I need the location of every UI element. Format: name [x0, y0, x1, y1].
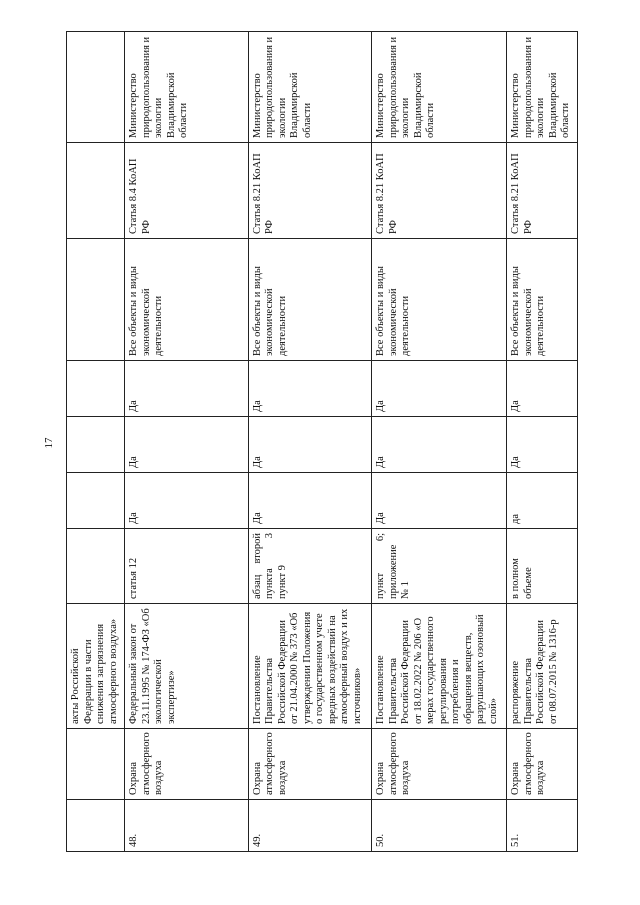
- cell-empty: [67, 32, 125, 143]
- liability-cell: Статья 8.21 КоАП РФ: [507, 143, 578, 239]
- authority-cell: Министерство природопользования и экологии Владимирской области: [248, 32, 372, 143]
- cell-empty: [67, 729, 125, 800]
- authority-cell: Министерство природопользования и экологии Владимирской области: [125, 32, 249, 143]
- flag-cell-1: Да: [248, 473, 372, 529]
- cell-empty: [67, 361, 125, 417]
- flag-cell-2: Да: [248, 417, 372, 473]
- provision-cell: статья 12: [125, 529, 249, 604]
- table-row: [248, 32, 372, 852]
- cell-empty: [67, 417, 125, 473]
- authority-cell: Министерство природопользования и экологии Владимирской области: [507, 32, 578, 143]
- cell-empty: [67, 800, 125, 852]
- subjects-cell: Все объекты и виды экономической деятельности: [372, 239, 507, 361]
- provision-cell: абзац второй пункта 3 пункт 9: [248, 529, 372, 604]
- row-number: 49.: [248, 800, 372, 852]
- table-row: [125, 32, 249, 852]
- area-cell: Охрана атмосферного воздуха: [125, 729, 249, 800]
- area-cell: Охрана атмосферного воздуха: [372, 729, 507, 800]
- provision-cell: в полном объеме: [507, 529, 578, 604]
- flag-cell-3: Да: [507, 361, 578, 417]
- flag-cell-3: Да: [372, 361, 507, 417]
- flag-cell-1: Да: [125, 473, 249, 529]
- table-row: [507, 32, 578, 852]
- table-row: [372, 32, 507, 852]
- act-cell: распоряжение Правительства Российской Федерации от 08.07.2015 № 1316-р: [507, 604, 578, 729]
- act-cell: Постановление Правительства Российской Федерации от 21.04.2000 № 373 «Об утверждении Положения о государственном учете вредных воздействий на атмосферный воздух и их источников»: [248, 604, 372, 729]
- continuation-cell: акты Российской Федерации в части снижения загрязнения атмосферного воздуха»: [67, 604, 125, 729]
- subjects-cell: Все объекты и виды экономической деятельности: [125, 239, 249, 361]
- act-cell: Федеральный закон от 23.11.1995 № 174-ФЗ «Об экологической экспертизе»: [125, 604, 249, 729]
- flag-cell-1: да: [507, 473, 578, 529]
- row-number: 51.: [507, 800, 578, 852]
- subjects-cell: Все объекты и виды экономической деятельности: [507, 239, 578, 361]
- continuation-row: [67, 32, 125, 852]
- flag-cell-2: Да: [372, 417, 507, 473]
- row-number: 50.: [372, 800, 507, 852]
- flag-cell-3: Да: [248, 361, 372, 417]
- subjects-cell: Все объекты и виды экономической деятельности: [248, 239, 372, 361]
- cell-empty: [67, 529, 125, 604]
- flag-cell-2: Да: [125, 417, 249, 473]
- liability-cell: Статья 8.4 КоАП РФ: [125, 143, 249, 239]
- act-cell: Постановление Правительства Российской Федерации от 18.02.2022 № 206 «О мерах государственного регулирования потребления и обращения веществ, разрушающих озоновый слой»: [372, 604, 507, 729]
- row-number: 48.: [125, 800, 249, 852]
- flag-cell-2: Да: [507, 417, 578, 473]
- liability-cell: Статья 8.21 КоАП РФ: [372, 143, 507, 239]
- area-cell: Охрана атмосферного воздуха: [248, 729, 372, 800]
- cell-empty: [67, 239, 125, 361]
- regulation-table: [66, 31, 578, 852]
- rotated-table-area: [66, 32, 578, 852]
- area-cell: Охрана атмосферного воздуха: [507, 729, 578, 800]
- provision-cell: пункт 6; приложение № 1: [372, 529, 507, 604]
- flag-cell-1: Да: [372, 473, 507, 529]
- cell-empty: [67, 143, 125, 239]
- page-number: 17: [43, 437, 55, 449]
- cell-empty: [67, 473, 125, 529]
- liability-cell: Статья 8.21 КоАП РФ: [248, 143, 372, 239]
- flag-cell-3: Да: [125, 361, 249, 417]
- authority-cell: Министерство природопользования и экологии Владимирской области: [372, 32, 507, 143]
